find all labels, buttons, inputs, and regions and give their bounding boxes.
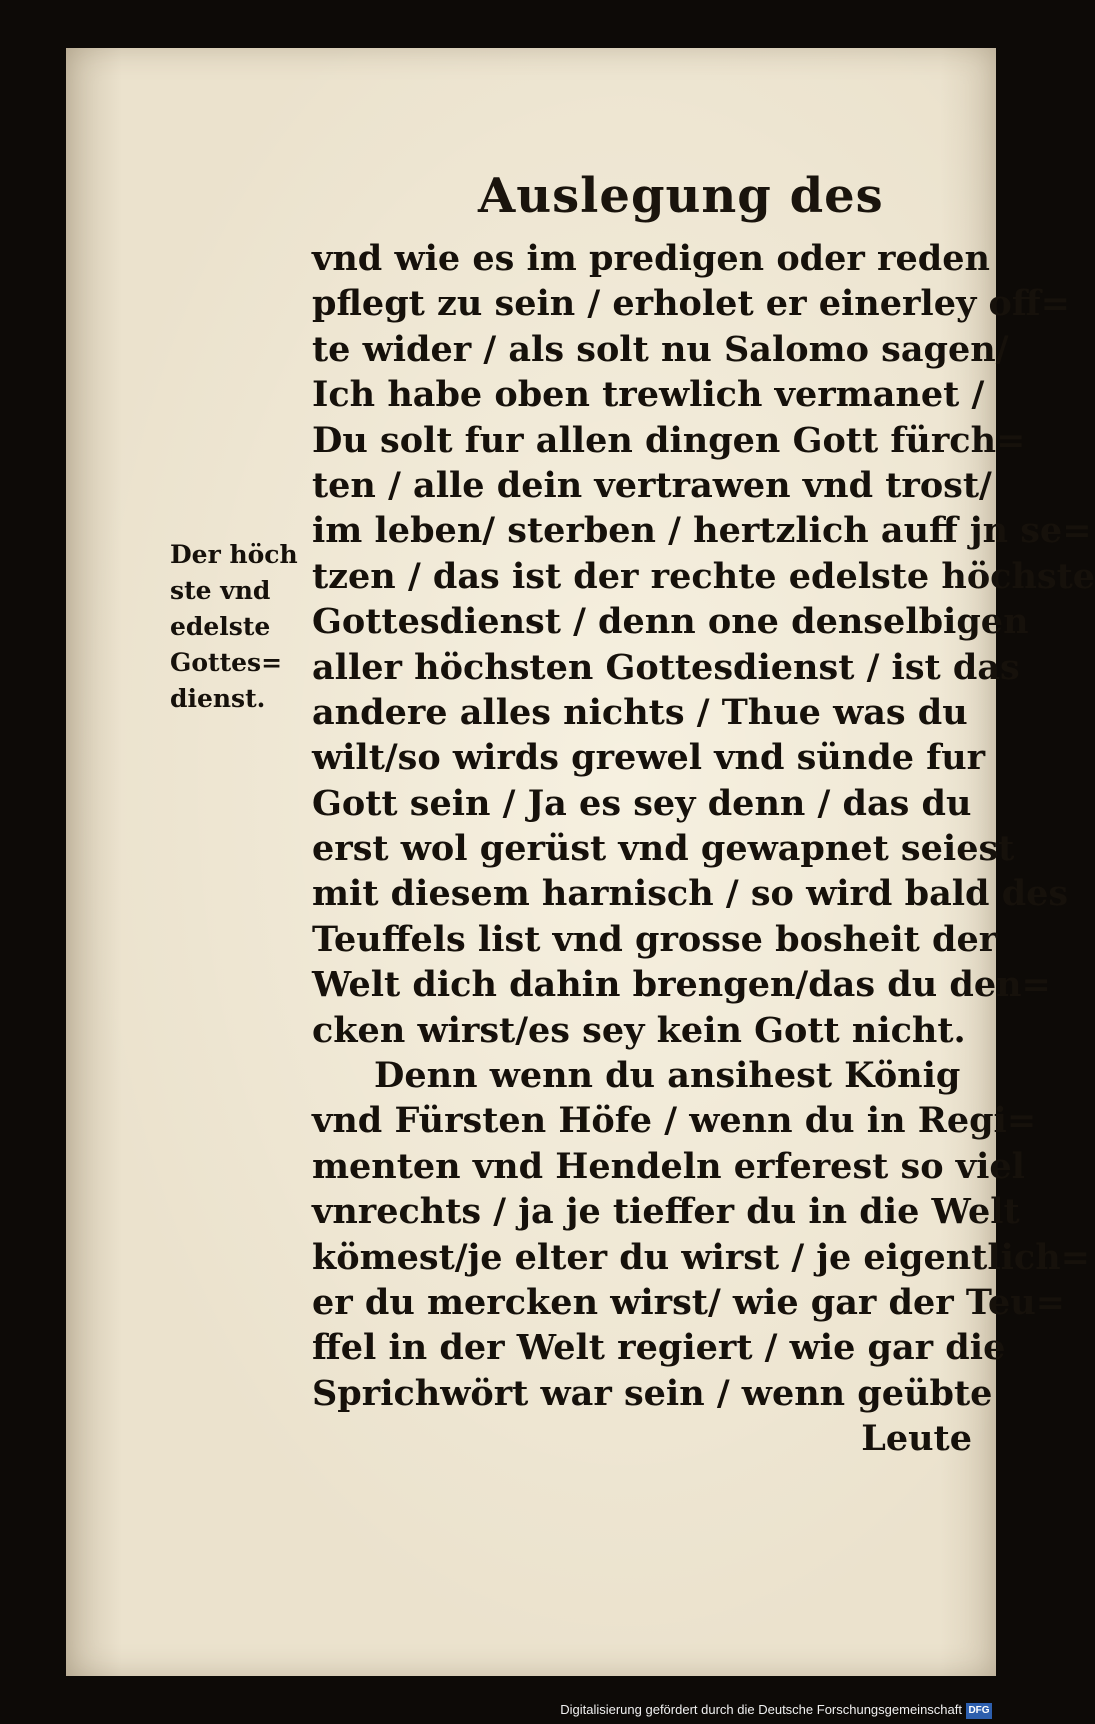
- catchword: Leute: [861, 1418, 972, 1460]
- dfg-logo-icon: DFG: [966, 1703, 992, 1719]
- text-line: vnd wie es im predigen oder reden: [312, 238, 990, 279]
- text-line: Gott sein / Ja es sey denn / das du: [312, 782, 972, 824]
- text-line: ten / alle dein vertrawen vnd trost/: [312, 464, 992, 506]
- text-line: Gottesdienst / denn one denselbigen: [312, 601, 1029, 643]
- text-line: Du solt fur allen dingen Gott fürch=: [312, 419, 1026, 461]
- text-line: vnrechts / ja je tieffer du in die Welt: [312, 1191, 1020, 1233]
- margin-note-line: dienst.: [170, 684, 266, 713]
- text-line: mit diesem harnisch / so wird bald des: [312, 873, 1069, 915]
- margin-note-line: edelste: [170, 612, 271, 641]
- text-line: ffel in der Welt regiert / wie gar die: [312, 1327, 1006, 1369]
- text-line: er du mercken wirst/ wie gar der Teu=: [312, 1281, 1065, 1323]
- text-line: wilt/so wirds grewel vnd sünde fur: [312, 737, 986, 779]
- text-line: Teuffels list vnd grosse bosheit der: [312, 918, 998, 960]
- text-line: Welt dich dahin brengen/das du den=: [312, 964, 1051, 1006]
- text-line: erst wol gerüst vnd gewapnet seiest: [312, 828, 1015, 870]
- digitization-credit: Digitalisierung gefördert durch die Deutsche Forschungsgemeinschaft: [560, 1702, 962, 1717]
- text-line: menten vnd Hendeln erferest so viel: [312, 1145, 1025, 1187]
- text-line: Ich habe oben trewlich vermanet /: [312, 374, 985, 416]
- text-line: andere alles nichts / Thue was du: [312, 691, 968, 733]
- text-line: te wider / als solt nu Salomo sagen/: [312, 328, 1009, 370]
- running-header: Auslegung des: [478, 168, 884, 224]
- text-line: kömest/je elter du wirst / je eigentlich=: [312, 1236, 1090, 1278]
- text-line: tzen / das ist der rechte edelste höchste: [312, 555, 1095, 597]
- text-line: Sprichwört war sein / wenn geübte: [312, 1372, 993, 1414]
- margin-note-line: Der höch: [170, 540, 298, 569]
- text-line: cken wirst/es sey kein Gott nicht.: [312, 1009, 966, 1051]
- margin-note-line: ste vnd: [170, 576, 271, 605]
- margin-note: [170, 537, 310, 717]
- text-line: vnd Fürsten Höfe / wenn du in Regi=: [312, 1100, 1037, 1142]
- text-line: pflegt zu sein / erholet er einerley off=: [312, 283, 1070, 325]
- text-line: im leben/ sterben / hertzlich auff jn se=: [312, 510, 1092, 552]
- body-text: [312, 236, 1095, 1462]
- paragraph-start-line: Denn wenn du ansihest König: [374, 1055, 961, 1097]
- footer-bar: [0, 1676, 1000, 1724]
- text-line: aller höchsten Gottesdienst / ist das: [312, 646, 1020, 688]
- margin-note-line: Gottes=: [170, 648, 283, 677]
